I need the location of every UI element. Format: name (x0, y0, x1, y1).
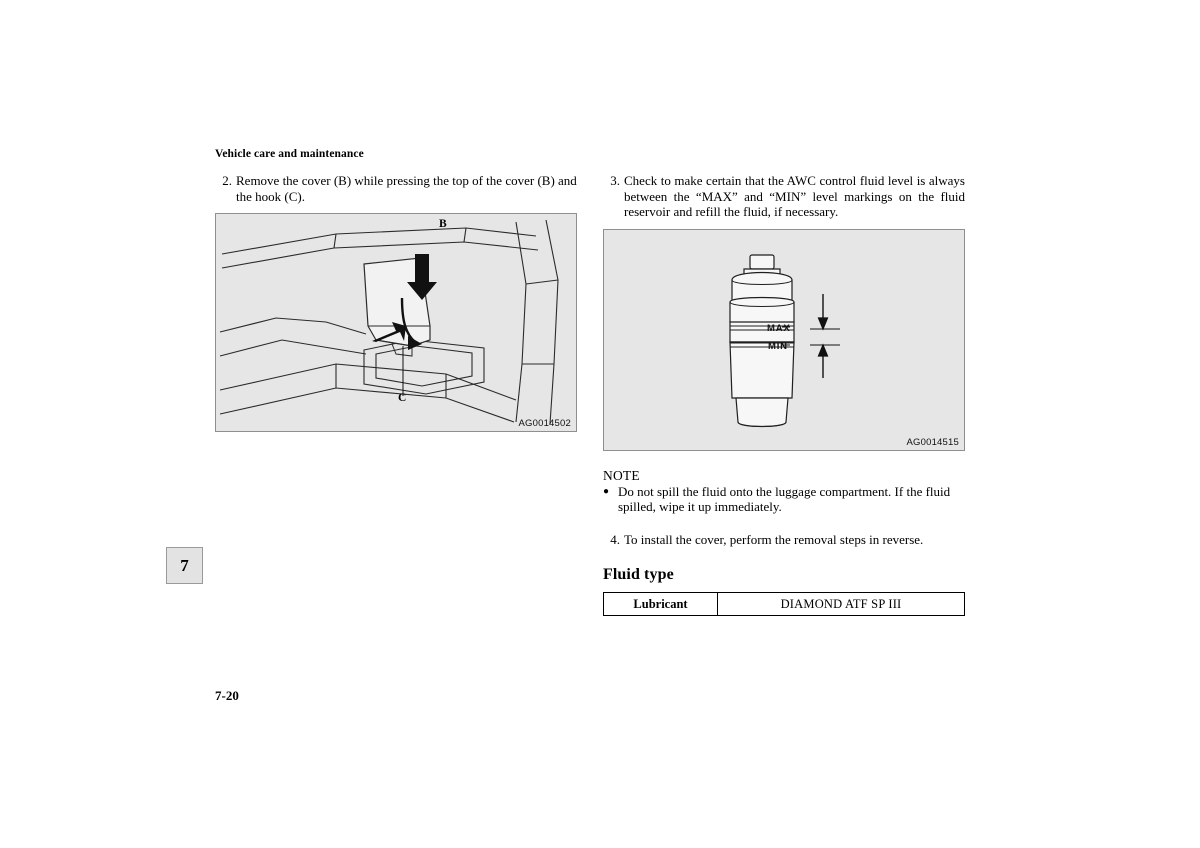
chapter-tab: 7 (166, 547, 203, 584)
figure-fluid-reservoir (603, 229, 965, 451)
fluid-type-table (603, 592, 965, 616)
figure-label-c: C (398, 392, 407, 404)
left-column (215, 173, 577, 432)
step-3 (603, 173, 965, 220)
figure-cover-removal-illustration (216, 214, 576, 431)
step-4-text: To install the cover, perform the removal steps in reverse. (624, 531, 924, 547)
note-title: NOTE (603, 467, 640, 483)
step-2-number: 2. (222, 173, 232, 188)
step-4-number: 4. (610, 531, 620, 547)
page-number: 7-20 (215, 688, 239, 703)
note-text: Do not spill the fluid onto the luggage compartment. If the fluid spilled, wipe it up immediately. (618, 483, 951, 514)
table-cell-lubricant-label: Lubricant (604, 593, 718, 616)
fluid-type-heading: Fluid type (603, 566, 674, 583)
note-body (603, 484, 965, 515)
table-cell-lubricant-value: DIAMOND ATF SP III (718, 593, 965, 616)
figure-cover-removal (215, 213, 577, 432)
step-2-text: Remove the cover (B) while pressing the top of the cover (B) and the hook (C). (236, 173, 577, 204)
figure-code-left: AG0014502 (518, 418, 571, 429)
page-title: Vehicle care and maintenance (215, 148, 364, 160)
step-3-text: Check to make certain that the AWC control fluid level is always between the “MAX” and “MIN” level markings on the fluid reservoir and refill the fluid, if necessary. (624, 173, 965, 219)
table-row (604, 593, 965, 616)
svg-text:MAX: MAX (767, 322, 791, 334)
right-column (603, 173, 965, 616)
figure-code-right: AG0014515 (906, 436, 959, 448)
step-4 (603, 532, 965, 548)
svg-text:MIN: MIN (768, 340, 788, 352)
figure-label-b: B (439, 218, 447, 230)
note-bullet: ● (603, 485, 610, 497)
step-3-number: 3. (610, 173, 620, 188)
figure-fluid-reservoir-illustration (604, 230, 964, 450)
step-2 (215, 173, 577, 204)
